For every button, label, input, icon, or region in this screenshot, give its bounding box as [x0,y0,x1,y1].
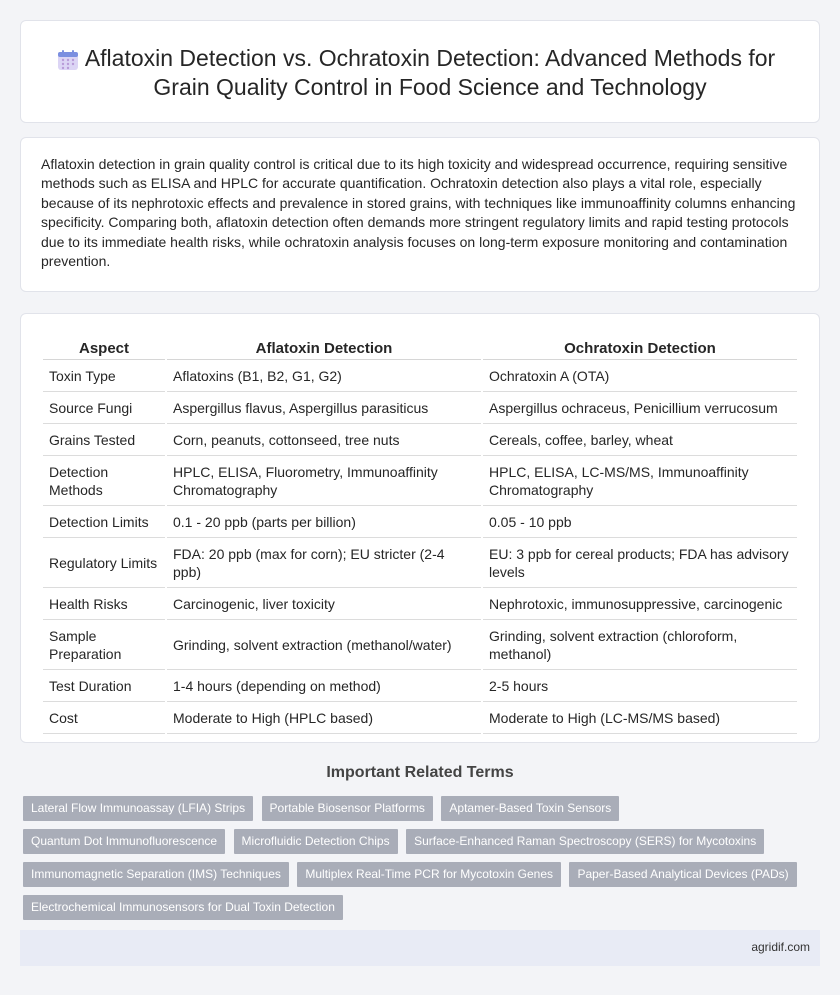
related-term-tag[interactable]: Surface-Enhanced Raman Spectroscopy (SERS) for Mycotoxins [406,829,764,854]
ochratoxin-cell: Cereals, coffee, barley, wheat [483,424,797,456]
table-header-row [43,334,797,360]
related-term-tag[interactable]: Quantum Dot Immunofluorescence [23,829,225,854]
related-term-tag[interactable]: Microfluidic Detection Chips [234,829,398,854]
table-row [43,702,797,734]
column-header-aspect: Aspect [43,334,165,360]
page-title: Aflatoxin Detection vs. Ochratoxin Detection: Advanced Methods for Grain Quality Control in Food Science and Technology [84,45,776,100]
ochratoxin-cell: Nephrotoxic, immunosuppressive, carcinogenic [483,588,797,620]
column-header-aflatoxin: Aflatoxin Detection [167,334,481,360]
related-term-tag[interactable]: Lateral Flow Immunoassay (LFIA) Strips [23,796,253,821]
ochratoxin-cell: Ochratoxin A (OTA) [483,360,797,392]
table-row [43,620,797,670]
ochratoxin-cell: Grinding, solvent extraction (chloroform, methanol) [483,620,797,670]
table-row [43,424,797,456]
ochratoxin-cell: 0.05 - 10 ppb [483,506,797,538]
aspect-cell: Detection Limits [43,506,165,538]
comparison-card [20,313,820,743]
title-card [20,20,820,123]
ochratoxin-cell: EU: 3 ppb for cereal products; FDA has advisory levels [483,538,797,588]
aflatoxin-cell: HPLC, ELISA, Fluorometry, Immunoaffinity Chromatography [167,456,481,506]
table-row [43,456,797,506]
aspect-cell: Detection Methods [43,456,165,506]
aspect-cell: Test Duration [43,670,165,702]
related-term-tag[interactable]: Aptamer-Based Toxin Sensors [441,796,619,821]
table-row [43,670,797,702]
aspect-cell: Sample Preparation [43,620,165,670]
table-row [43,392,797,424]
aflatoxin-cell: 1-4 hours (depending on method) [167,670,481,702]
table-row [43,588,797,620]
intro-card [20,137,820,292]
table-row [43,538,797,588]
aflatoxin-cell: Aflatoxins (B1, B2, G1, G2) [167,360,481,392]
aflatoxin-cell: FDA: 20 ppb (max for corn); EU stricter (2-4 ppb) [167,538,481,588]
related-term-tag[interactable]: Paper-Based Analytical Devices (PADs) [569,862,796,887]
aflatoxin-cell: Corn, peanuts, cottonseed, tree nuts [167,424,481,456]
table-row [43,360,797,392]
ochratoxin-cell: Moderate to High (LC-MS/MS based) [483,702,797,734]
aflatoxin-cell: 0.1 - 20 ppb (parts per billion) [167,506,481,538]
ochratoxin-cell: 2-5 hours [483,670,797,702]
related-term-tag[interactable]: Immunomagnetic Separation (IMS) Techniques [23,862,289,887]
footer [20,930,820,966]
related-term-tag[interactable]: Portable Biosensor Platforms [262,796,433,821]
table-row [43,506,797,538]
ochratoxin-cell: HPLC, ELISA, LC-MS/MS, Immunoaffinity Chromatography [483,456,797,506]
related-terms-heading: Important Related Terms [326,764,514,781]
aflatoxin-cell: Aspergillus flavus, Aspergillus parasiticus [167,392,481,424]
related-term-tag[interactable]: Electrochemical Immunosensors for Dual Toxin Detection [23,895,343,920]
intro-paragraph: Aflatoxin detection in grain quality control is critical due to its high toxicity and widespread occurrence, requiring sensitive methods such as ELISA and HPLC for accurate quantification. Ochratoxin detection also plays a vital role, especially because of its nephrotoxic effects and prevalence in stored grains, with techniques like immunoaffinity columns enhancing specificity. Comparing both, aflatoxin detection often demands more stringent regulatory limits and rapid testing protocols due to its immediate health risks, while ochratoxin analysis focuses on long-term exposure monitoring and contamination prevention. [41,156,796,270]
aspect-cell: Cost [43,702,165,734]
aspect-cell: Grains Tested [43,424,165,456]
aspect-cell: Source Fungi [43,392,165,424]
aspect-cell: Regulatory Limits [43,538,165,588]
comparison-table [41,334,799,734]
related-term-tag[interactable]: Multiplex Real-Time PCR for Mycotoxin Genes [297,862,561,887]
related-terms-list [23,796,823,928]
aspect-cell: Toxin Type [43,360,165,392]
aflatoxin-cell: Carcinogenic, liver toxicity [167,588,481,620]
aspect-cell: Health Risks [43,588,165,620]
ochratoxin-cell: Aspergillus ochraceus, Penicillium verrucosum [483,392,797,424]
aflatoxin-cell: Grinding, solvent extraction (methanol/water) [167,620,481,670]
column-header-ochratoxin: Ochratoxin Detection [483,334,797,360]
aflatoxin-cell: Moderate to High (HPLC based) [167,702,481,734]
footer-site-link[interactable]: agridif.com [751,940,810,954]
